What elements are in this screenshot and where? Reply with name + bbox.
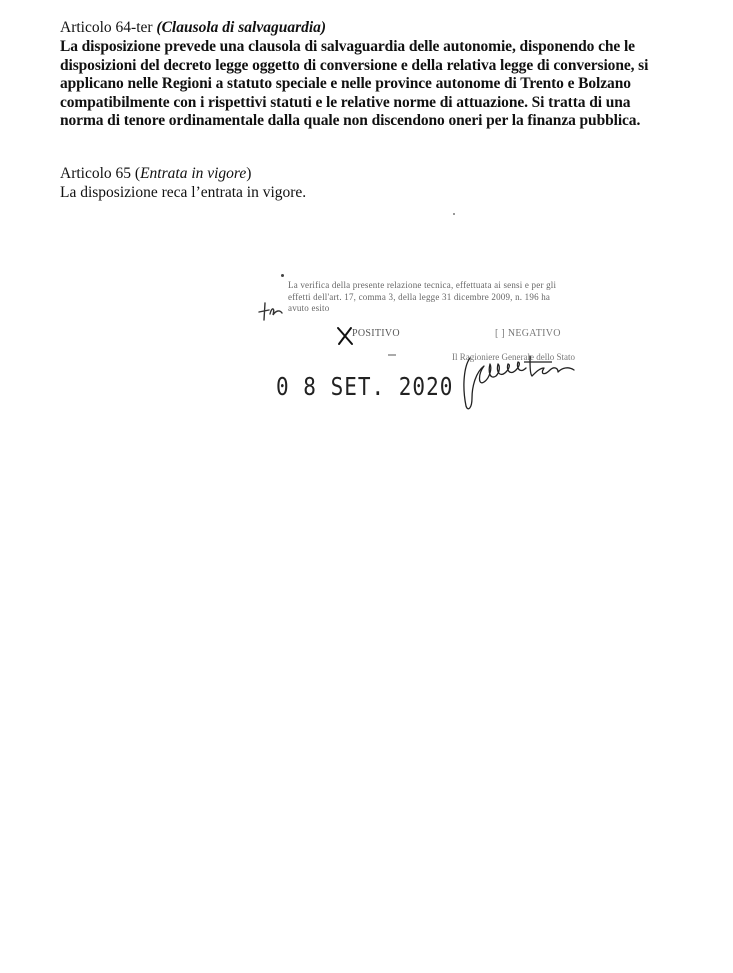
stamp-marker	[281, 274, 284, 277]
article-64-ter-heading-italic: (Clausola di salvaguardia)	[156, 19, 327, 36]
signer-title: Il Ragioniere Generale dello Stato	[452, 352, 575, 362]
verification-stamp	[240, 272, 640, 422]
article-64-ter-heading	[60, 18, 675, 37]
stamp-text-line: avuto esito	[288, 303, 330, 313]
body-line: compatibilmente con i rispettivi statuti e le relative norme di attuazione. Si tratta di una	[60, 93, 631, 111]
body-line: disposizioni del decreto legge oggetto di conversione e della relativa legge di conversione, si	[60, 56, 649, 74]
body-line: applicano nelle Regioni a statuto speciale e nelle province autonome di Trento e Bolzano	[60, 75, 631, 92]
article-64-ter-heading-prefix: Articolo 64-ter	[60, 19, 157, 36]
stamp-text-line: effetti dell'art. 17, comma 3, della legge 31 dicembre 2009, n. 196 ha	[288, 291, 551, 302]
article-64-ter	[60, 18, 675, 131]
article-65-heading-italic: Entrata in vigore	[140, 165, 247, 182]
stamp-text	[288, 280, 588, 315]
option-positive-label: POSITIVO	[352, 328, 400, 339]
article-65-body: La disposizione reca l’entrata in vigore.	[60, 184, 307, 201]
article-64-ter-body	[60, 38, 675, 131]
stamp-date: 0 8 SET. 2020	[276, 372, 454, 401]
option-negative: [ ] NEGATIVO	[495, 328, 561, 339]
initials-mark	[256, 298, 286, 322]
handwritten-signature	[454, 346, 584, 416]
body-line: La disposizione prevede una clausola di salvaguardia delle autonomie, disponendo che le	[60, 38, 635, 55]
scan-speck	[388, 354, 396, 356]
body-line: norma di tenore ordinamentale dalla quale non discendono oneri per la finanza pubblica.	[60, 112, 641, 129]
article-65-heading	[60, 164, 675, 183]
article-65-heading-suffix: )	[246, 165, 252, 182]
article-65-heading-prefix: Articolo 65 (	[60, 165, 141, 182]
option-positive	[338, 328, 400, 339]
stamp-text-line: La verifica della presente relazione tecnica, effettuata ai sensi e per gli	[288, 280, 557, 290]
scan-speck	[453, 213, 455, 215]
article-65	[60, 164, 675, 202]
